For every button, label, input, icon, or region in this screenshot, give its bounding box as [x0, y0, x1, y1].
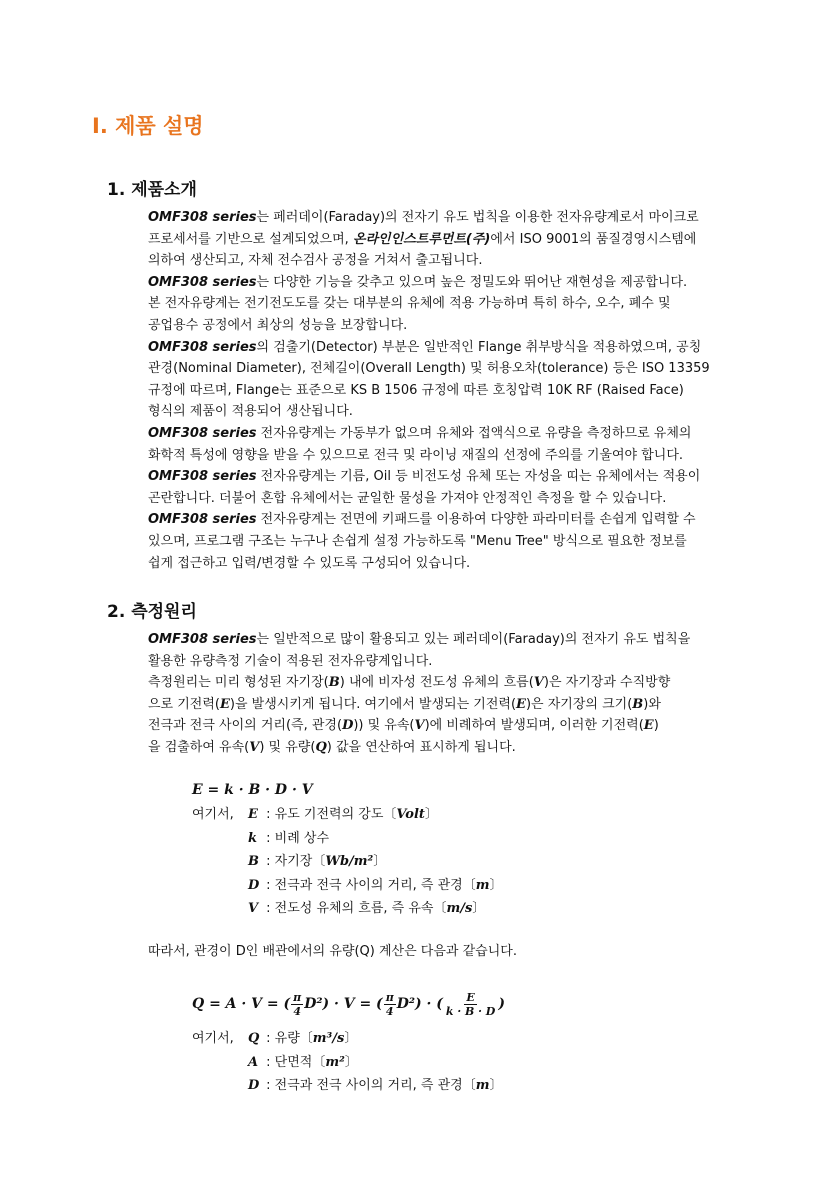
text-run: 는 페러데이(Faraday)의 전자기 유도 법칙을 이용한 전자유량계로서 마이크로 [256, 210, 699, 225]
text-line [148, 509, 776, 531]
math-symbol: Q [315, 739, 327, 755]
text-run: 을 검출하여 유속( [148, 739, 250, 755]
text-run: ) 값을 연산하여 표시하게 됩니다. [326, 739, 516, 755]
text-line [148, 466, 776, 488]
definition-bracket-close: 〕 [472, 901, 486, 916]
definition-separator: : [262, 830, 275, 846]
text-run: 전극과 전극 사이의 거리(즉, 관경( [148, 718, 343, 734]
definition-separator: : [262, 1031, 275, 1046]
definition-item [192, 897, 503, 921]
definition-unit: m [475, 1078, 490, 1093]
text-line [148, 423, 776, 445]
definition-description: 전극과 전극 사이의 거리, 즉 관경〔 [274, 877, 476, 893]
definition-description: 전도성 유체의 흐름, 즉 유속〔 [274, 901, 447, 916]
definition-symbol: A [248, 1054, 259, 1070]
eq2-d2-a: D² [304, 996, 323, 1012]
text-run: ) [653, 718, 659, 734]
text-run: ) 내에 비자성 전도성 유체의 흐름( [339, 675, 534, 691]
text-line [148, 315, 776, 337]
emphasis-text: OMF308 series [148, 274, 257, 290]
math-symbol: V [533, 675, 544, 691]
definition-description: 유량〔 [274, 1031, 313, 1046]
text-run: 프로세서를 기반으로 설계되었으며, [148, 231, 353, 247]
math-symbol: E [220, 696, 230, 712]
definition-description: 단면적〔 [274, 1054, 326, 1070]
math-symbol: B [632, 696, 644, 712]
product-intro-paragraph [148, 207, 776, 574]
equation-emf: E = k · B · D · V [192, 782, 313, 798]
text-line [148, 293, 776, 315]
eq2-mid2: ) · ( [415, 996, 443, 1012]
section-title-measurement-principle: 2. 측정원리 [107, 602, 197, 622]
emphasis-text: OMF308 series [148, 512, 257, 528]
emphasis-text: OMF308 series [148, 632, 257, 647]
text-run: 측정원리는 미리 형성된 자기장( [148, 675, 329, 691]
math-symbol: B [328, 675, 340, 691]
definition-unit: Wb/m² [325, 854, 374, 869]
definition-unit: m/s [446, 901, 473, 916]
definition-separator: : [262, 807, 275, 822]
text-run: 쉽게 접근하고 입력/변경할 수 있도록 구성되어 있습니다. [148, 555, 471, 571]
definition-symbol: D [248, 1078, 260, 1093]
text-run: )은 자기장과 수직방향 [543, 675, 671, 691]
definition-item [192, 827, 503, 851]
definition-symbol: E [248, 807, 258, 822]
eq2-frac-den: k · B · D [445, 1004, 496, 1018]
text-run: 형식의 제품이 적용되어 생산됩니다. [148, 404, 353, 420]
definition-description: 전극과 전극 사이의 거리, 즉 관경〔 [274, 1078, 476, 1093]
text-line [148, 207, 776, 229]
text-run: 의 검출기(Detector) 부분은 일반적인 Flange 취부방식을 적용하였으며, 공칭 [256, 339, 702, 355]
text-line [148, 229, 776, 251]
definition-bracket-close: 〕 [344, 1031, 358, 1046]
text-line [148, 672, 776, 694]
text-run: )에 비례하여 발생되며, 이러한 기전력( [424, 718, 644, 734]
measurement-principle-paragraph [148, 629, 776, 759]
definition-symbol: D [248, 877, 260, 893]
definition-item [192, 803, 503, 827]
text-line [148, 488, 776, 510]
math-symbol: D [342, 718, 354, 734]
text-run: )) 및 유속( [353, 718, 415, 734]
definition-description: 자기장〔 [274, 854, 326, 869]
eq2-lhs: Q = A · V = ( [192, 996, 291, 1012]
definition-item [192, 1051, 503, 1075]
definition-symbol: B [248, 854, 259, 869]
text-line [148, 401, 776, 423]
equation-flow-rate [192, 984, 505, 1024]
eq2-pi-a: π [293, 990, 302, 1004]
definition-symbol: V [248, 901, 259, 916]
eq2-frac-num: E [466, 990, 475, 1004]
flow-calculation-intro: 따라서, 관경이 D인 배관에서의 유량(Q) 계산은 다음과 같습니다. [148, 944, 517, 959]
text-run: 전자유량계는 전면에 키패드를 이용하여 다양한 파라미터를 손쉽게 입력할 수 [256, 512, 696, 528]
eq2-end: ) [498, 996, 505, 1012]
text-line [148, 629, 776, 651]
chapter-title: I. 제품 설명 [92, 114, 204, 138]
math-symbol: E [643, 718, 654, 734]
text-run: 는 일반적으로 많이 활용되고 있는 페러데이(Faraday)의 전자기 유도 법칙을 [256, 632, 691, 647]
text-line [148, 380, 776, 402]
emphasis-text: 온라인인스트루먼트(주) [352, 231, 491, 247]
math-symbol: V [414, 718, 425, 734]
text-run: )을 발생시키게 됩니다. 여기에서 발생되는 기전력( [229, 696, 517, 712]
definition-symbol: k [248, 830, 258, 846]
text-line [148, 553, 776, 575]
where-label: 여기서, [192, 807, 234, 822]
emphasis-text: OMF308 series [148, 210, 257, 225]
text-run: ) 및 유량( [259, 739, 316, 755]
eq2-d2-b: D² [396, 996, 416, 1012]
definition-unit: m³/s [312, 1031, 345, 1046]
eq2-mid1: ) · V = ( [322, 996, 383, 1012]
definition-bracket-close: 〕 [344, 1054, 358, 1070]
emphasis-text: OMF308 series [148, 425, 257, 441]
text-line [148, 737, 776, 759]
text-run: 공업용수 공정에서 최상의 성능을 보장합니다. [148, 317, 408, 333]
definition-separator: : [262, 901, 275, 916]
text-line [148, 358, 776, 380]
eq2-pi-over-4-a [291, 991, 303, 1018]
definition-item [192, 850, 503, 874]
text-run: 규정에 따르며, Flange는 표준으로 KS B 1506 규정에 따른 호칭압력 10K RF (Raised Face) [148, 382, 684, 398]
eq2-four-b: 4 [385, 1004, 394, 1018]
text-run: 관경(Nominal Diameter), 전체길이(Overall Length) 및 허용오차(tolerance) 등은 ISO 13359 [148, 361, 710, 377]
text-run: 곤란합니다. 더불어 혼합 유체에서는 균일한 물성을 가져야 안정적인 측정을 할 수 있습니다. [148, 490, 667, 506]
math-symbol: V [249, 739, 260, 755]
emphasis-text: OMF308 series [148, 339, 257, 355]
text-line [148, 337, 776, 359]
definition-unit: m² [325, 1054, 345, 1070]
definition-description: 비례 상수 [274, 830, 330, 846]
text-run: 의하여 생산되고, 자체 전수검사 공정을 거쳐서 출고됩니다. [148, 253, 483, 269]
text-run: 화학적 특성에 영향을 받을 수 있으므로 전극 및 라이닝 재질의 선정에 주의를 기울여야 합니다. [148, 447, 684, 463]
emphasis-text: OMF308 series [148, 469, 257, 485]
text-run: 으로 기전력( [148, 696, 220, 712]
definition-bracket-close: 〕 [489, 1078, 503, 1093]
eq2-e-over-kbd [444, 991, 497, 1018]
where-label: 여기서, [192, 1031, 234, 1046]
definition-unit: m [475, 877, 490, 893]
text-line [148, 445, 776, 467]
text-line [148, 651, 776, 673]
text-run: 활용한 유량측정 기술이 적용된 전자유량계입니다. [148, 653, 433, 669]
flow-variable-definitions [192, 1027, 503, 1098]
emf-variable-definitions [192, 803, 503, 921]
eq2-four-a: 4 [293, 1004, 301, 1018]
definition-separator: : [262, 854, 275, 869]
definition-bracket-close: 〕 [489, 877, 503, 893]
eq2-pi-b: π [385, 990, 394, 1004]
definition-item [192, 1027, 503, 1051]
definition-separator: : [262, 1078, 275, 1093]
math-symbol: E [516, 696, 526, 712]
text-run: )와 [643, 696, 661, 712]
definition-separator: : [262, 877, 275, 893]
definition-item [192, 874, 503, 898]
text-run: 는 다양한 기능을 갖추고 있으며 높은 정밀도와 뛰어난 재현성을 제공합니다. [256, 274, 688, 290]
text-line [148, 272, 776, 294]
definition-item [192, 1074, 503, 1098]
text-run: 전자유량계는 가동부가 없으며 유체와 접액식으로 유량을 측정하므로 유체의 [256, 425, 692, 441]
text-run: 있으며, 프로그램 구조는 누구나 손쉽게 설정 가능하도록 "Menu Tree" 방식으로 필요한 정보를 [148, 533, 687, 549]
text-line [148, 250, 776, 272]
text-run: 에서 ISO 9001의 품질경영시스템에 [490, 231, 697, 247]
text-line [148, 715, 776, 737]
definition-symbol: Q [248, 1031, 260, 1046]
text-line [148, 694, 776, 716]
definition-separator: : [262, 1054, 275, 1070]
eq2-pi-over-4-b [384, 991, 396, 1018]
definition-bracket-close: 〕 [373, 854, 387, 869]
text-run: 전자유량계는 기름, Oil 등 비전도성 유체 또는 자성을 띠는 유체에서는 적용이 [256, 469, 701, 485]
definition-unit: Volt [396, 807, 425, 822]
definition-bracket-close: 〕 [424, 807, 438, 822]
text-run: 본 전자유량계는 전기전도도를 갖는 대부분의 유체에 적용 가능하며 특히 하수, 오수, 폐수 및 [148, 296, 671, 312]
definition-description: 유도 기전력의 강도〔 [274, 807, 397, 822]
section-title-product-intro: 1. 제품소개 [107, 180, 197, 200]
text-line [148, 531, 776, 553]
text-run: )은 자기장의 크기( [525, 696, 633, 712]
